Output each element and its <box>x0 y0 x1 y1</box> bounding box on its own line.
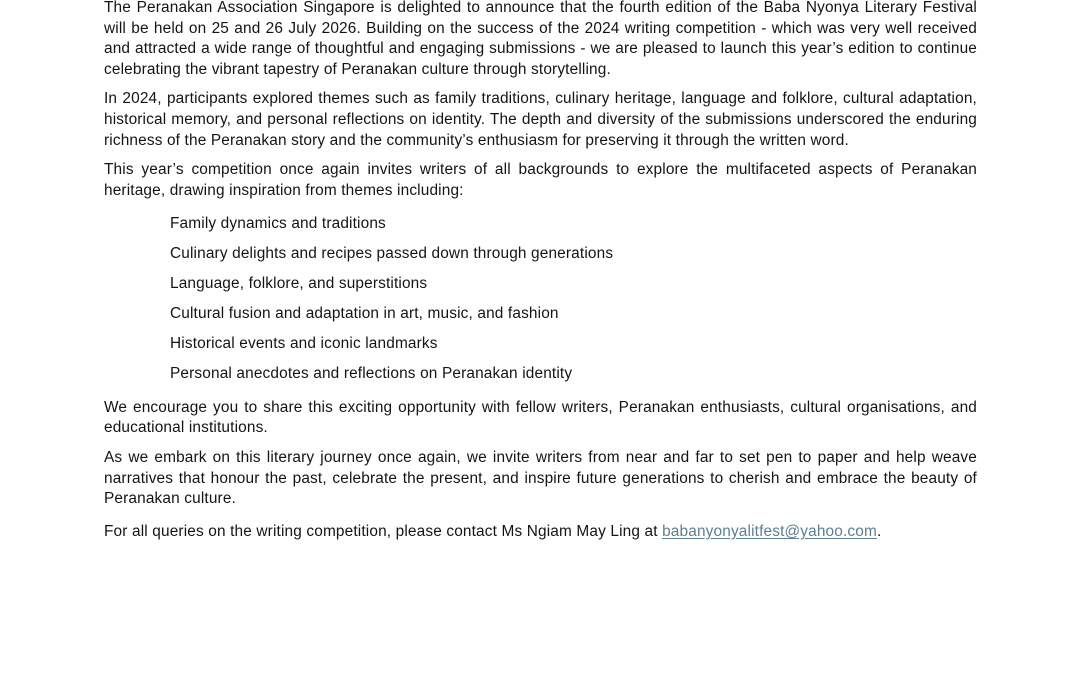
paragraph-closing: As we embark on this literary journey once again, we invite writers from near and far to set pen to paper and help weave narratives that honour the past, celebrate the present, and inspire future generations to cherish and embrace the beauty of Peranakan culture. <box>104 449 977 508</box>
list-item: Family dynamics and traditions <box>170 215 386 233</box>
contact-text-before: For all queries on the writing competition, please contact Ms Ngiam May Ling at <box>104 522 663 540</box>
paragraph-contact <box>104 522 977 543</box>
list-item: Historical events and iconic landmarks <box>170 335 438 353</box>
paragraph-invitation: This year’s competition once again invites writers of all backgrounds to explore the multifaceted aspects of Peranakan heritage, drawing inspiration from themes including: <box>104 161 977 199</box>
list-item: Cultural fusion and adaptation in art, music, and fashion <box>170 305 559 323</box>
paragraph-retrospective: In 2024, participants explored themes such as family traditions, culinary heritage, language and folklore, cultural adaptation, historical memory, and personal reflections on identity. The depth and diversity of the submissions underscored the enduring richness of the Peranakan story and the community’s enthusiasm for preserving it through the written word. <box>104 90 977 149</box>
list-item: Language, folklore, and superstitions <box>170 275 428 293</box>
theme-list <box>104 214 977 385</box>
list-item: Culinary delights and recipes passed down through generations <box>170 245 614 263</box>
document-body <box>104 0 977 542</box>
contact-email-link[interactable]: babanyonyalitfest@yahoo.com <box>662 522 877 540</box>
paragraph-share: We encourage you to share this exciting opportunity with fellow writers, Peranakan enthusiasts, cultural organisations, and educational institutions. <box>104 398 977 437</box>
list-item: Personal anecdotes and reflections on Peranakan identity <box>170 365 573 383</box>
contact-text-after: . <box>876 522 882 540</box>
paragraph-intro: The Peranakan Association Singapore is delighted to announce that the fourth edition of the Baba Nyonya Literary Festival will be held on 25 and 26 July 2026. Building on the success of the 2024 writing competition - which was very well received and attracted a wide range of thoughtful and engaging submissions - we are pleased to launch this year’s edition to continue celebrating the vibrant tapestry of Peranakan culture through storytelling. <box>104 0 977 78</box>
